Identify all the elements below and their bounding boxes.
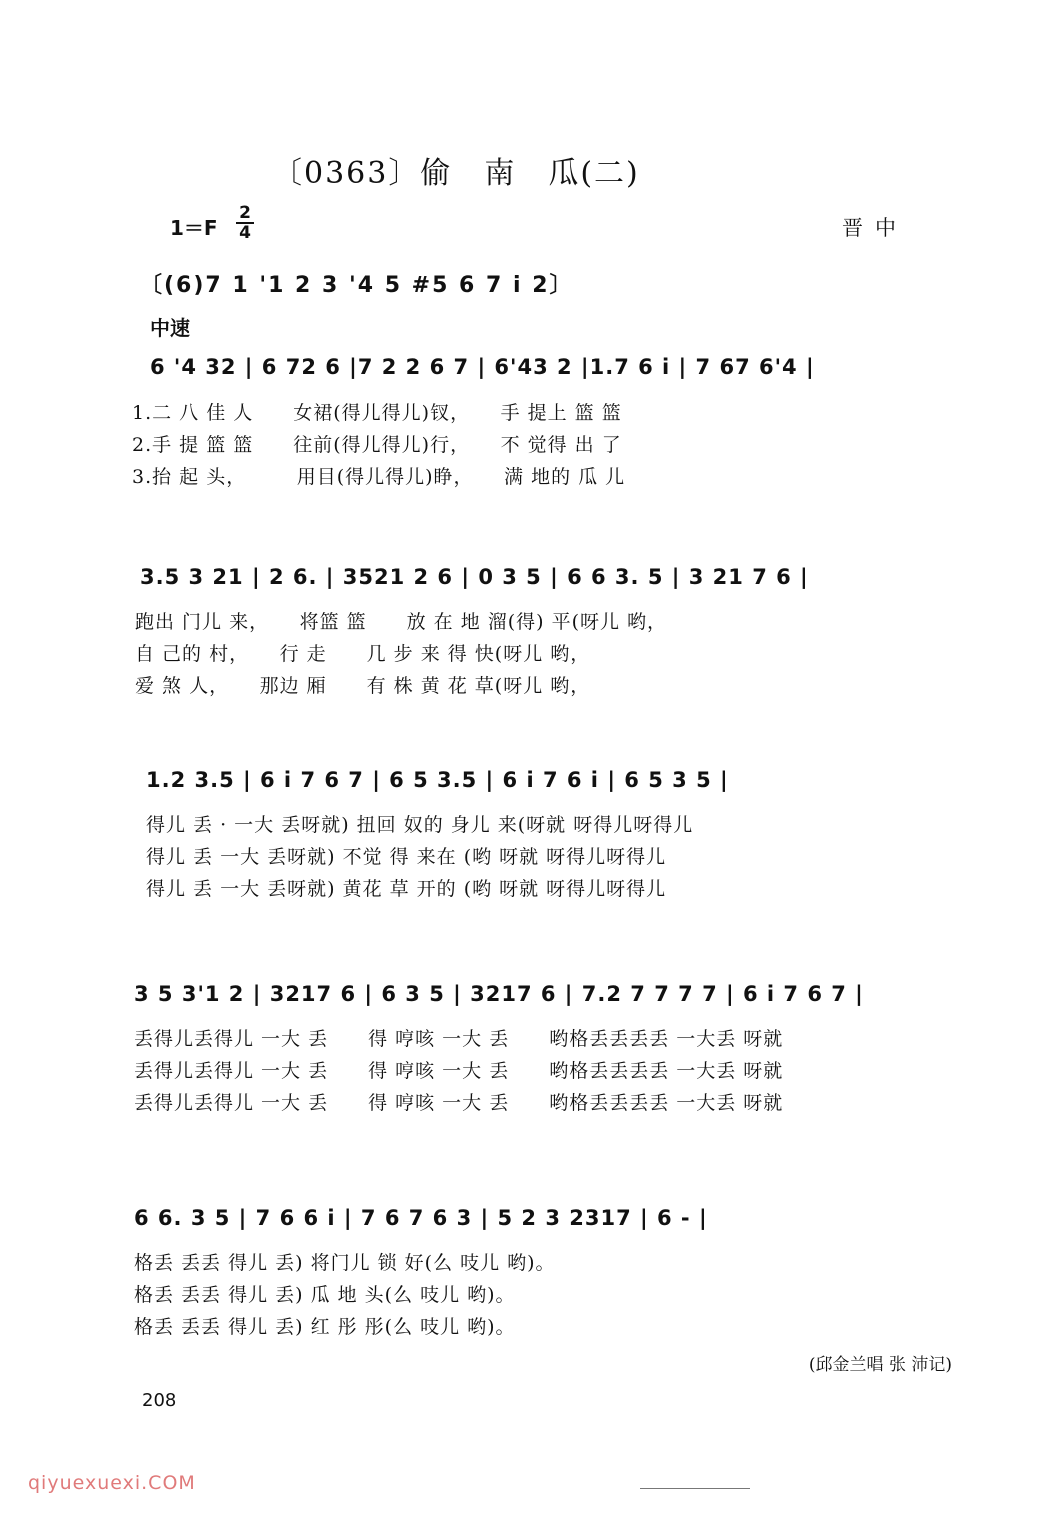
lyric-line: 丢得儿丢得儿 一大 丢 得 哼咳 一大 丢 哟格丢丢丢丢 一大丢 呀就 (134, 1092, 784, 1114)
region-label: 晋中 (842, 216, 908, 240)
tempo-marking: 中速 (150, 316, 190, 340)
lyric-line: 跑出 门儿 来， 将篮 篮 放 在 地 溜(得) 平(呀儿 哟， (135, 611, 668, 633)
lyric-line: 丢得儿丢得儿 一大 丢 得 哼咳 一大 丢 哟格丢丢丢丢 一大丢 呀就 (134, 1060, 784, 1082)
song-title: 〔0363〕偷 南 瓜(二) (272, 156, 640, 191)
time-signature (236, 205, 254, 241)
lyric-line: 3.抬 起 头， 用目(得儿得儿)睁， 满 地的 瓜 儿 (132, 466, 626, 488)
time-signature-top: 2 (239, 203, 251, 223)
lyric-line: 自 己的 村， 行 走 几 步 来 得 快(呀儿 哟， (135, 643, 591, 665)
notation-line: 6 6. 3 5 | 7 6 6 i | 7 6 7 6 3 | 5 2 3 2317 | 6 - | (134, 1206, 708, 1230)
lyric-line: 爱 煞 人， 那边 厢 有 株 黄 花 草(呀儿 哟， (135, 675, 591, 697)
time-signature-bottom: 4 (239, 223, 251, 243)
lyric-line: 格丢 丢丢 得儿 丢) 将门儿 锁 好(么 吱儿 哟)。 (134, 1252, 556, 1274)
notation-line: 3 5 3'1 2 | 3217 6 | 6 3 5 | 3217 6 | 7.2 7 7 7 7 | 6 i 7 6 7 | (134, 982, 864, 1006)
page-number: 208 (142, 1390, 177, 1411)
lyric-line: 1.二 八 佳 人 女裙(得儿得儿)钗， 手 提上 篮 篮 (132, 402, 622, 424)
lyric-line: 得儿 丢 一大 丢呀就) 黄花 草 开的 (哟 呀就 呀得儿呀得儿 (146, 878, 667, 900)
watermark: qiyuexuexi.COM (28, 1472, 196, 1494)
notation-line: 3.5 3 21 | 2 6. | 3521 2 6 | 0 3 5 | 6 6 3. 5 | 3 21 7 6 | (140, 565, 809, 589)
divider (640, 1488, 750, 1489)
notation-line: 6 '4 32 | 6 72 6 |7 2 2 6 7 | 6'43 2 |1.7 6 i | 7 67 6'4 | (150, 355, 815, 379)
key-signature: 1＝F (170, 216, 218, 240)
scale-line: 〔(6)7 1 '1 2 3 '4 5 #5 6 7 i 2〕 (140, 273, 574, 298)
notation-line: 1.2 3.5 | 6 i 7 6 7 | 6 5 3.5 | 6 i 7 6 i | 6 5 3 5 | (146, 768, 729, 792)
lyric-line: 得儿 丢 一大 丢呀就) 不觉 得 来在 (哟 呀就 呀得儿呀得儿 (146, 846, 667, 868)
lyric-line: 得儿 丢 · 一大 丢呀就) 扭回 奴的 身儿 来(呀就 呀得儿呀得儿 (146, 814, 694, 836)
lyric-line: 格丢 丢丢 得儿 丢) 瓜 地 头(么 吱儿 哟)。 (134, 1284, 516, 1306)
lyric-line: 格丢 丢丢 得儿 丢) 红 彤 彤(么 吱儿 哟)。 (134, 1316, 516, 1338)
lyric-line: 丢得儿丢得儿 一大 丢 得 哼咳 一大 丢 哟格丢丢丢丢 一大丢 呀就 (134, 1028, 784, 1050)
performer-credit: (邱金兰唱 张 沛记) (808, 1355, 952, 1375)
lyric-line: 2.手 提 篮 篮 往前(得儿得儿)行， 不 觉得 出 了 (132, 434, 622, 456)
